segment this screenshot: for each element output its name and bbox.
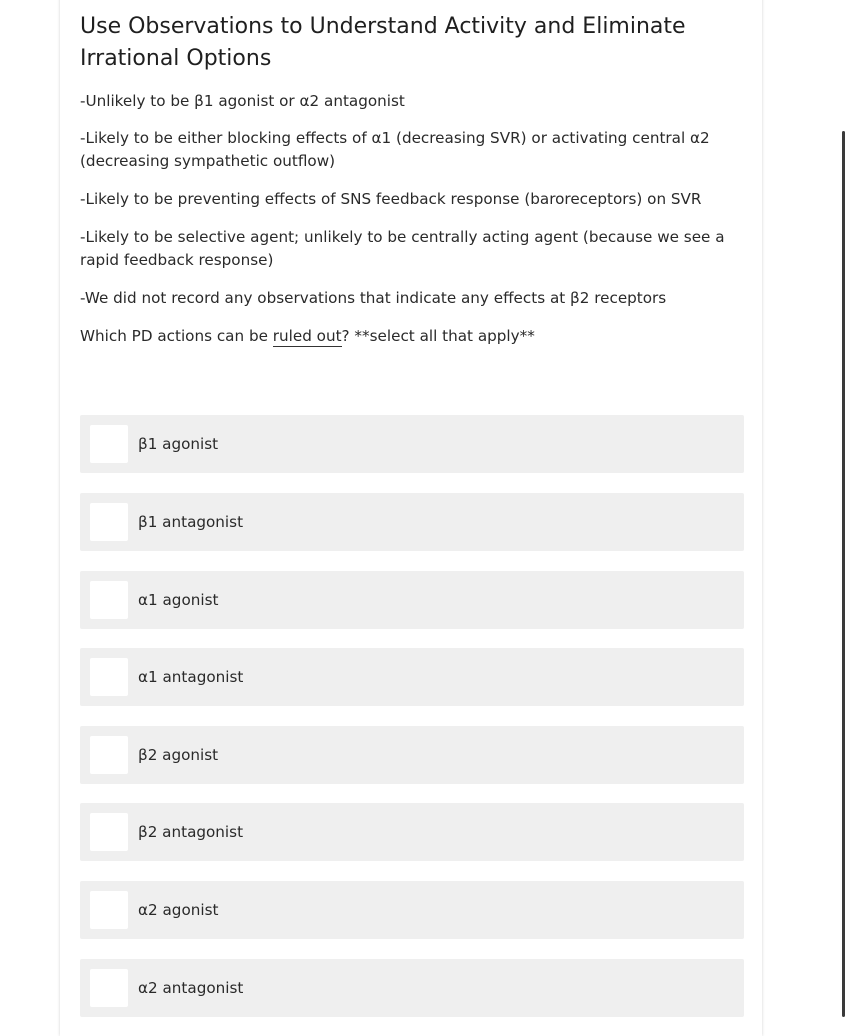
checkbox[interactable] <box>90 425 128 463</box>
choice-b1-antagonist[interactable] <box>80 493 744 551</box>
choice-b1-agonist[interactable] <box>80 415 744 473</box>
choice-label: β2 antagonist <box>138 823 244 841</box>
observation-3: -Likely to be preventing effects of SNS feedback response (baroreceptors) on SVR <box>80 190 702 208</box>
choice-a2-agonist[interactable] <box>80 881 744 939</box>
choice-label: β2 agonist <box>138 746 219 764</box>
choice-label: α1 agonist <box>138 591 219 609</box>
choice-b2-agonist[interactable] <box>80 726 744 784</box>
choice-a1-agonist[interactable] <box>80 571 744 629</box>
choice-label: β1 antagonist <box>138 513 244 531</box>
checkbox[interactable] <box>90 813 128 851</box>
question-prompt <box>80 325 744 348</box>
prompt-text-after: ? **select all that apply** <box>341 327 535 345</box>
choice-label: α2 antagonist <box>138 979 244 997</box>
prompt-text-before: Which PD actions can be <box>80 327 273 345</box>
choice-a2-antagonist[interactable] <box>80 959 744 1017</box>
choice-a1-antagonist[interactable] <box>80 648 744 706</box>
ruled-out-term: ruled out <box>272 327 342 345</box>
choice-b2-antagonist[interactable] <box>80 803 744 861</box>
checkbox[interactable] <box>90 891 128 929</box>
scrollbar-thumb[interactable] <box>842 131 845 1017</box>
observation-1: -Unlikely to be β1 agonist or α2 antagonist <box>80 92 405 110</box>
choice-label: β1 agonist <box>138 435 219 453</box>
checkbox[interactable] <box>90 658 128 696</box>
choice-label: α1 antagonist <box>138 668 244 686</box>
observation-5: -We did not record any observations that indicate any effects at β2 receptors <box>80 289 667 307</box>
observation-2: -Likely to be either blocking effects of α1 (decreasing SVR) or activating central α2 (decreasing sympathetic outflow) <box>80 129 710 170</box>
checkbox[interactable] <box>90 969 128 1007</box>
checkbox[interactable] <box>90 581 128 619</box>
observation-4: -Likely to be selective agent; unlikely to be centrally acting agent (because we see a rapid feedback response) <box>80 228 725 269</box>
checkbox[interactable] <box>90 503 128 541</box>
question-title: Use Observations to Understand Activity and Eliminate Irrational Options <box>80 14 686 71</box>
checkbox[interactable] <box>90 736 128 774</box>
choice-label: α2 agonist <box>138 901 219 919</box>
